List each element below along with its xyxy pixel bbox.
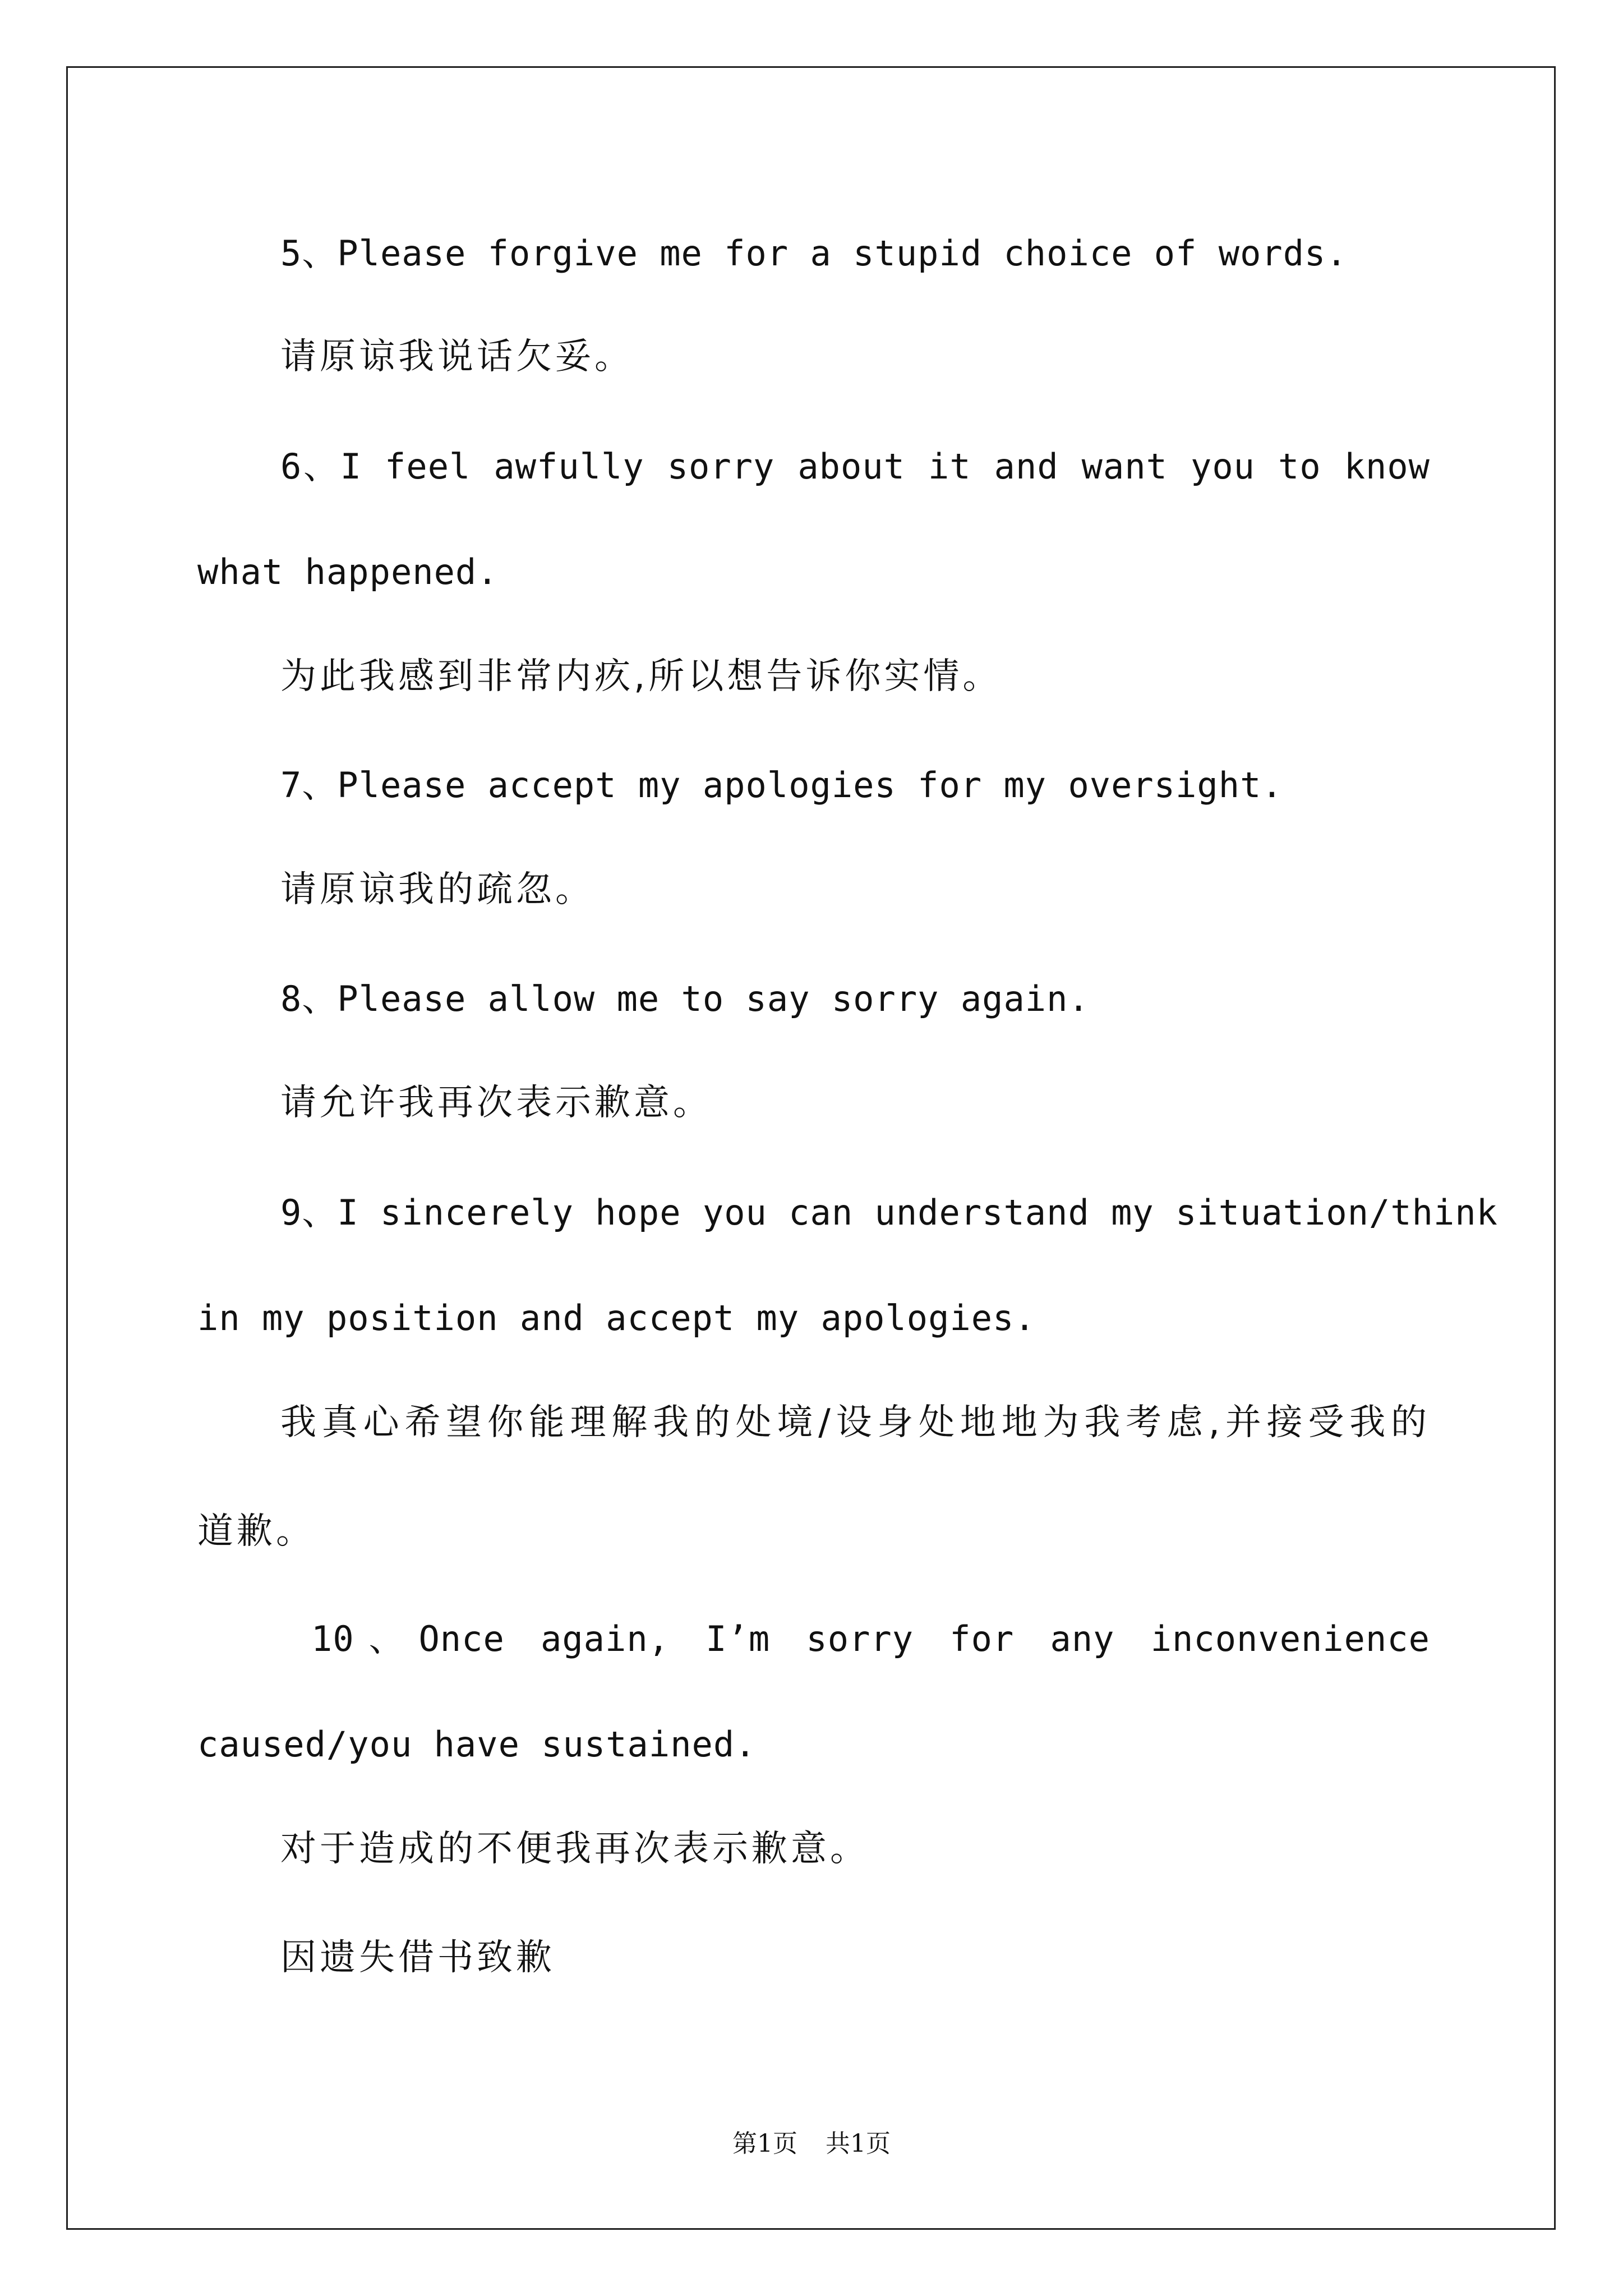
sentence-8-en: 8、Please allow me to say sorry again.: [280, 978, 1090, 1019]
sentence-9-cn-line1: 我真心希望你能理解我的处境/设身处地地为我考虑,并接受我的: [280, 1402, 1430, 1443]
sentence-7-en: 7、Please accept my apologies for my oversight.: [280, 765, 1283, 806]
sentence-10-en-line1: 10、Once again, I’m sorry for any inconvenience: [311, 1618, 1430, 1659]
page-border: [66, 66, 1556, 2230]
sentence-6-en-line2: what happened.: [197, 551, 499, 592]
sentence-10-en-line2: caused/you have sustained.: [197, 1724, 757, 1765]
section-heading: 因遗失借书致歉: [280, 1937, 555, 1978]
sentence-9-en-line1: 9、I sincerely hope you can understand my situation/think: [280, 1192, 1498, 1233]
sentence-6-cn: 为此我感到非常内疚,所以想告诉你实情。: [280, 656, 1002, 697]
sentence-7-cn: 请原谅我的疏忽。: [280, 869, 594, 910]
sentence-10-cn: 对于造成的不便我再次表示歉意。: [280, 1828, 869, 1870]
sentence-6-en-line1: 6、I feel awfully sorry about it and want you to know: [280, 446, 1430, 487]
sentence-8-cn: 请允许我再次表示歉意。: [280, 1082, 712, 1124]
sentence-5-en: 5、Please forgive me for a stupid choice of words.: [280, 233, 1348, 274]
page-footer: [0, 2128, 1623, 2160]
sentence-9-en-line2: in my position and accept my apologies.: [197, 1297, 1036, 1338]
sentence-5-cn: 请原谅我说话欠妥。: [280, 336, 634, 378]
page-total: 共1页: [826, 2129, 891, 2158]
page-number: 第1页: [732, 2129, 797, 2158]
sentence-9-cn-line2: 道歉。: [197, 1511, 315, 1552]
